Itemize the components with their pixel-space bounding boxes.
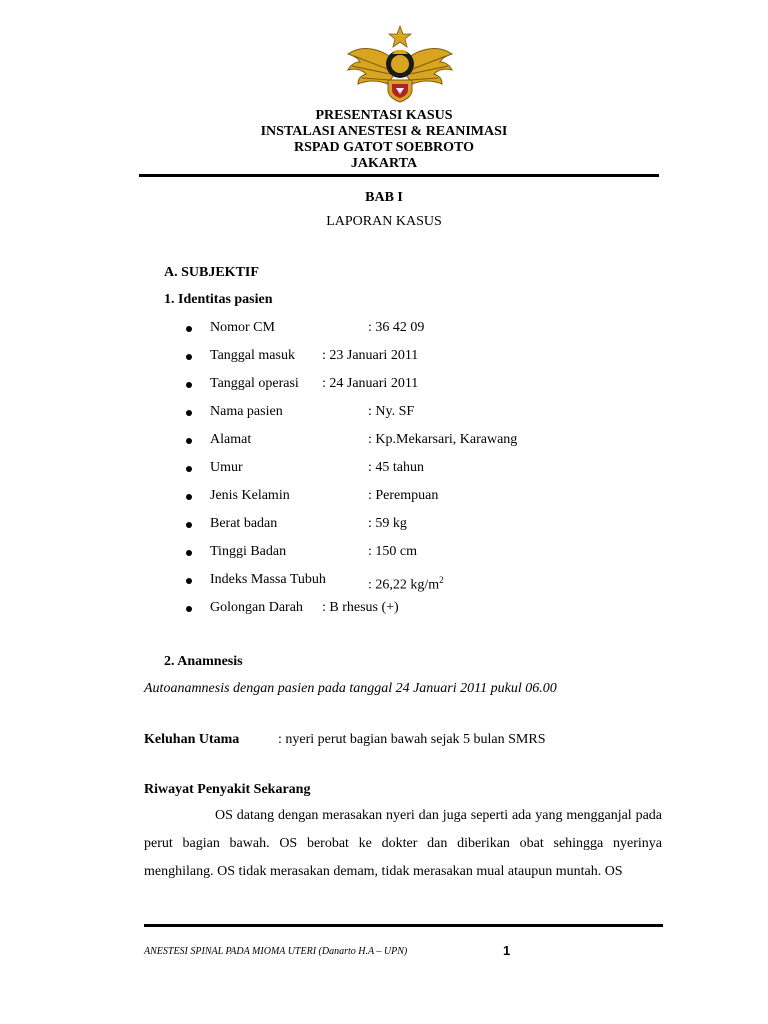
header-line-2: INSTALASI ANESTESI & REANIMASI (260, 124, 508, 139)
bullet-icon (186, 354, 192, 360)
footer-text: ANESTESI SPINAL PADA MIOMA UTERI (Danarto H.A – UPN) (144, 946, 408, 957)
bullet-icon (186, 494, 192, 500)
list-item-label: Nama pasien (210, 404, 283, 419)
list-item-label: Tanggal masuk (210, 348, 295, 363)
list-item-label: Golongan Darah (210, 600, 303, 615)
chapter-title: LAPORAN KASUS (326, 214, 442, 229)
bullet-icon (186, 438, 192, 444)
identitas-heading: 1. Identitas pasien (164, 292, 273, 307)
rps-paragraph (144, 802, 662, 886)
bullet-icon (186, 606, 192, 612)
chapter-number: BAB I (365, 190, 403, 205)
list-item-label: Nomor CM (210, 320, 275, 335)
list-item-label: Tanggal operasi (210, 376, 299, 391)
list-item-label: Umur (210, 460, 243, 475)
list-item-label: Indeks Massa Tubuh (210, 572, 326, 587)
anamnesis-heading: 2. Anamnesis (164, 654, 243, 669)
keluhan-label: Keluhan Utama (144, 732, 240, 747)
rps-heading: Riwayat Penyakit Sekarang (144, 782, 311, 797)
list-item-label: Tinggi Badan (210, 544, 287, 559)
list-item-value: : 24 Januari 2011 (322, 376, 419, 391)
bullet-icon (186, 410, 192, 416)
list-item-value: : 23 Januari 2011 (322, 348, 419, 363)
imt-value-text: : 26,22 kg/m (368, 577, 440, 593)
list-item-value: : 36 42 09 (368, 320, 425, 335)
list-item-value: : 59 kg (368, 516, 407, 531)
bullet-icon (186, 326, 192, 332)
page-number: 1 (503, 943, 511, 958)
hospital-emblem (344, 24, 456, 104)
bullet-icon (186, 550, 192, 556)
list-item-label: Berat badan (210, 516, 278, 531)
bullet-icon (186, 466, 192, 472)
header-line-3: RSPAD GATOT SOEBROTO (294, 140, 474, 155)
list-item-value: : B rhesus (+) (322, 600, 399, 615)
bullet-icon (186, 382, 192, 388)
list-item-value: : Kp.Mekarsari, Karawang (368, 432, 518, 447)
header-divider (139, 174, 659, 177)
list-item-value: : 45 tahun (368, 460, 424, 475)
anamnesis-intro: Autoanamnesis dengan pasien pada tanggal 24 Januari 2011 pukul 06.00 (144, 681, 557, 696)
section-a-heading: A. SUBJEKTIF (164, 265, 259, 280)
list-item-value: : Perempuan (368, 488, 439, 503)
rps-text: OS datang dengan merasakan nyeri dan juga seperti ada yang mengganjal pada perut bagian bawah. OS berobat ke dokter dan diberikan obat sehingga nyerinya menghilang. OS tidak merasakan demam, tidak merasakan mual ataupun muntah. OS (144, 808, 662, 879)
list-item-label: Alamat (210, 432, 252, 447)
imt-superscript: 2 (439, 575, 444, 585)
bullet-icon (186, 578, 192, 584)
list-item-value: : Ny. SF (368, 404, 415, 419)
header-line-4: JAKARTA (350, 156, 418, 171)
bullet-icon (186, 522, 192, 528)
keluhan-value: : nyeri perut bagian bawah sejak 5 bulan SMRS (278, 732, 546, 747)
list-item-label: Jenis Kelamin (210, 488, 290, 503)
list-item-value: : 150 cm (368, 544, 417, 559)
header-line-1: PRESENTASI KASUS (315, 108, 453, 123)
list-item-value (368, 571, 444, 595)
footer-divider (144, 924, 663, 927)
